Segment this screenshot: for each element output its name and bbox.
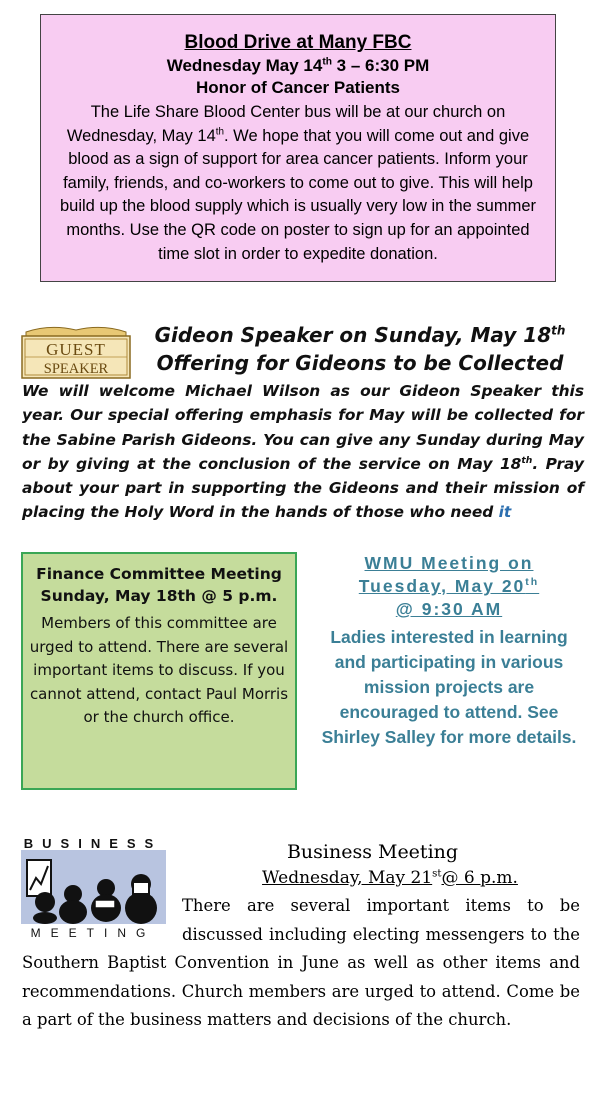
wmu-title-line1: WMU Meeting on bbox=[364, 553, 534, 573]
wmu-body: Ladies interested in learning and participating in various mission projects are encouraged to attend. See Shirley Salley for more details. bbox=[321, 627, 577, 747]
biz-logo-bottom: MEETING bbox=[30, 926, 156, 940]
gideon-title bbox=[150, 321, 570, 377]
finance-date: Sunday, May 18th @ 5 p.m. bbox=[40, 587, 278, 605]
blood-drive-body: The Life Share Blood Center bus will be at our church on Wednesday, May 14th. We hope that you will come out and give blood as a sign of support for area cancer patients. Inform your family, friends, and co-workers to come out to give. This will help build up the blood supply which is usually very low in the summer months. Use the QR code on poster to sign up for an appointed time slot in order to expedite donation. bbox=[60, 103, 536, 263]
finance-title: Finance Committee Meeting bbox=[36, 565, 282, 583]
blood-drive-box bbox=[40, 14, 556, 282]
blood-drive-title: Blood Drive at Many FBC bbox=[184, 32, 412, 53]
blood-drive-date: Wednesday May 14th 3 – 6:30 PM bbox=[166, 56, 430, 75]
business-meeting-title: Business Meeting bbox=[286, 841, 459, 863]
gideon-title-line1: Gideon Speaker on Sunday, May 18th bbox=[154, 323, 566, 347]
gideon-body: We will welcome Michael Wilson as our Gideon Speaker this year. Our special offering emphasis for May will be collected for the Sabine Parish Gideons. You can give any Sunday during May or by giving at the conclusion of the service on May 18th. Pray about your part in supporting the Gideons and their mission of placing the Holy Word in the hands of those who need it bbox=[22, 382, 584, 522]
logo-wrap-spacer bbox=[22, 892, 182, 946]
gideon-title-line2: Offering for Gideons to be Collected bbox=[156, 351, 564, 375]
wmu-title-line3: @ 9:30 AM bbox=[395, 599, 503, 619]
wmu-title-line2: Tuesday, May 20th bbox=[358, 576, 540, 596]
guest-logo-line1: GUEST bbox=[46, 340, 106, 359]
finance-committee-box bbox=[21, 552, 297, 790]
business-meeting-date: Wednesday, May 21st@ 6 p.m. bbox=[262, 868, 518, 888]
guest-speaker-logo bbox=[20, 322, 132, 380]
business-meeting-body: There are several important items to be discussed including electing messengers to the Southern Baptist Convention in June as well as other items and recommendations. Church members are urged to attend. Come be a part of the business matters and decisions of the church. bbox=[22, 892, 580, 1035]
biz-logo-top: BUSINESS bbox=[23, 836, 163, 851]
guest-logo-line2: SPEAKER bbox=[43, 361, 109, 377]
finance-body: Members of this committee are urged to attend. There are several important items to discuss. If you cannot attend, contact Paul Morris or the church office. bbox=[29, 614, 289, 727]
blood-drive-honor: Honor of Cancer Patients bbox=[195, 78, 401, 97]
wmu-meeting bbox=[318, 552, 580, 750]
